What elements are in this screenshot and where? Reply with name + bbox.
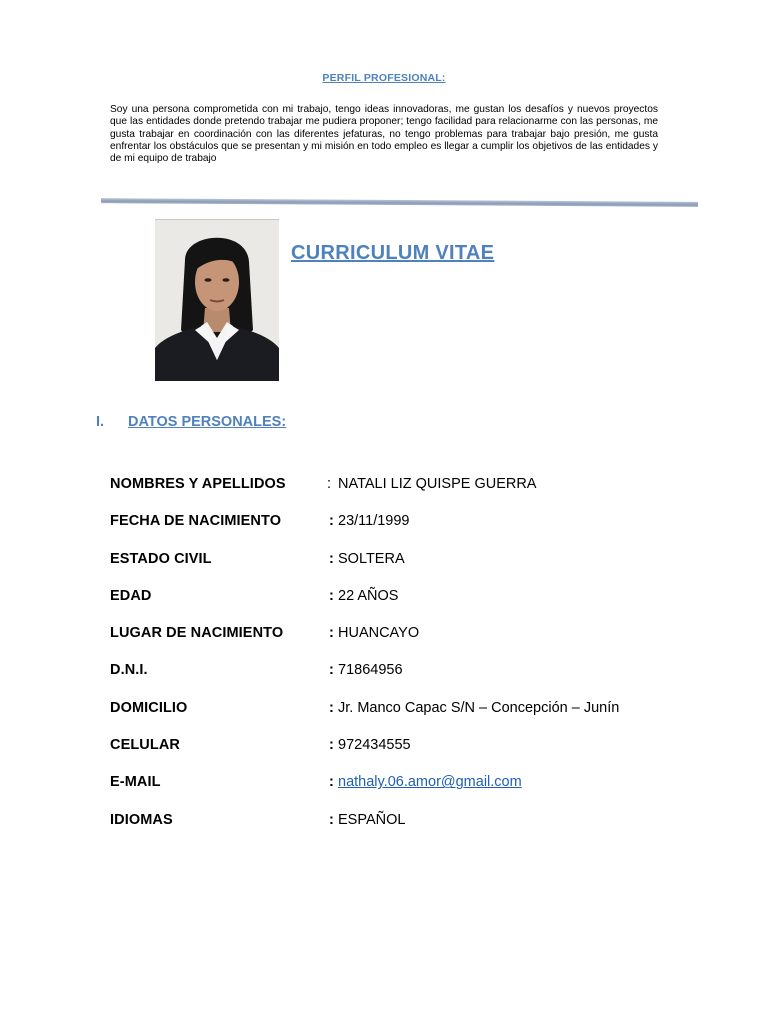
field-colon: : <box>329 550 334 567</box>
field-colon: : <box>327 476 332 492</box>
field-label: FECHA DE NACIMIENTO <box>110 513 282 530</box>
field-row-dni <box>110 662 710 699</box>
field-value: NATALI LIZ QUISPE GUERRA <box>338 476 537 492</box>
email-link[interactable]: nathaly.06.amor@gmail.com <box>338 774 522 791</box>
personal-data-list <box>110 476 710 849</box>
field-label: ESTADO CIVIL <box>110 550 212 567</box>
field-colon: : <box>329 625 334 642</box>
field-row-celular <box>110 737 710 774</box>
field-value: 23/11/1999 <box>338 513 410 530</box>
field-colon: : <box>329 513 334 530</box>
field-colon: : <box>329 662 334 679</box>
field-value: SOLTERA <box>338 550 405 567</box>
field-label: LUGAR DE NACIMIENTO <box>110 625 284 642</box>
field-label: NOMBRES Y APELLIDOS <box>110 476 286 492</box>
field-label: D.N.I. <box>110 662 148 679</box>
field-label: E-MAIL <box>110 774 161 791</box>
field-label: IDIOMAS <box>110 811 173 828</box>
section-title: DATOS PERSONALES: <box>128 414 287 430</box>
field-value: Jr. Manco Capac S/N – Concepción – Junín <box>338 699 620 716</box>
field-row-email <box>110 774 710 811</box>
field-row-edad <box>110 588 710 625</box>
field-value: 972434555 <box>338 737 411 754</box>
field-colon: : <box>329 699 334 716</box>
field-label: CELULAR <box>110 737 180 754</box>
horizontal-rule <box>101 198 698 207</box>
section-number: I. <box>96 414 105 430</box>
field-row-idiomas <box>110 812 710 849</box>
perfil-title: PERFIL PROFESIONAL: <box>322 72 446 84</box>
perfil-text: Soy una persona comprometida con mi trabajo, tengo ideas innovadoras, me gustan los desafíos y nuevos proyectos que las entidades donde pretendo trabajar me pudiera proponer; tengo facilidad para relacionarme con las personas, me gusta trabajar en coordinación con las diferentes jefaturas, no tengo problemas para trabajar bajo presión, me gusta enfrentar los obstáculos que se presentan y mi misión en todo empleo es llegar a cumplir los objetivos de las entidades y de mi equipo de trabajo <box>110 104 658 165</box>
field-row-lugar <box>110 625 710 662</box>
field-value: 22 AÑOS <box>338 587 399 604</box>
field-row-fecha <box>110 513 710 550</box>
field-value: 71864956 <box>338 662 403 679</box>
field-colon: : <box>329 811 334 828</box>
field-colon: : <box>329 587 334 604</box>
field-value: ESPAÑOL <box>338 811 406 828</box>
field-row-estado-civil <box>110 551 710 588</box>
profile-photo <box>155 219 279 381</box>
field-label: EDAD <box>110 587 152 604</box>
field-label: DOMICILIO <box>110 699 188 716</box>
field-row-domicilio <box>110 700 710 737</box>
field-colon: : <box>329 774 334 791</box>
cv-title: CURRICULUM VITAE <box>291 242 495 264</box>
field-value: HUANCAYO <box>338 625 420 642</box>
field-colon: : <box>329 737 334 754</box>
field-row-nombres <box>110 476 710 513</box>
